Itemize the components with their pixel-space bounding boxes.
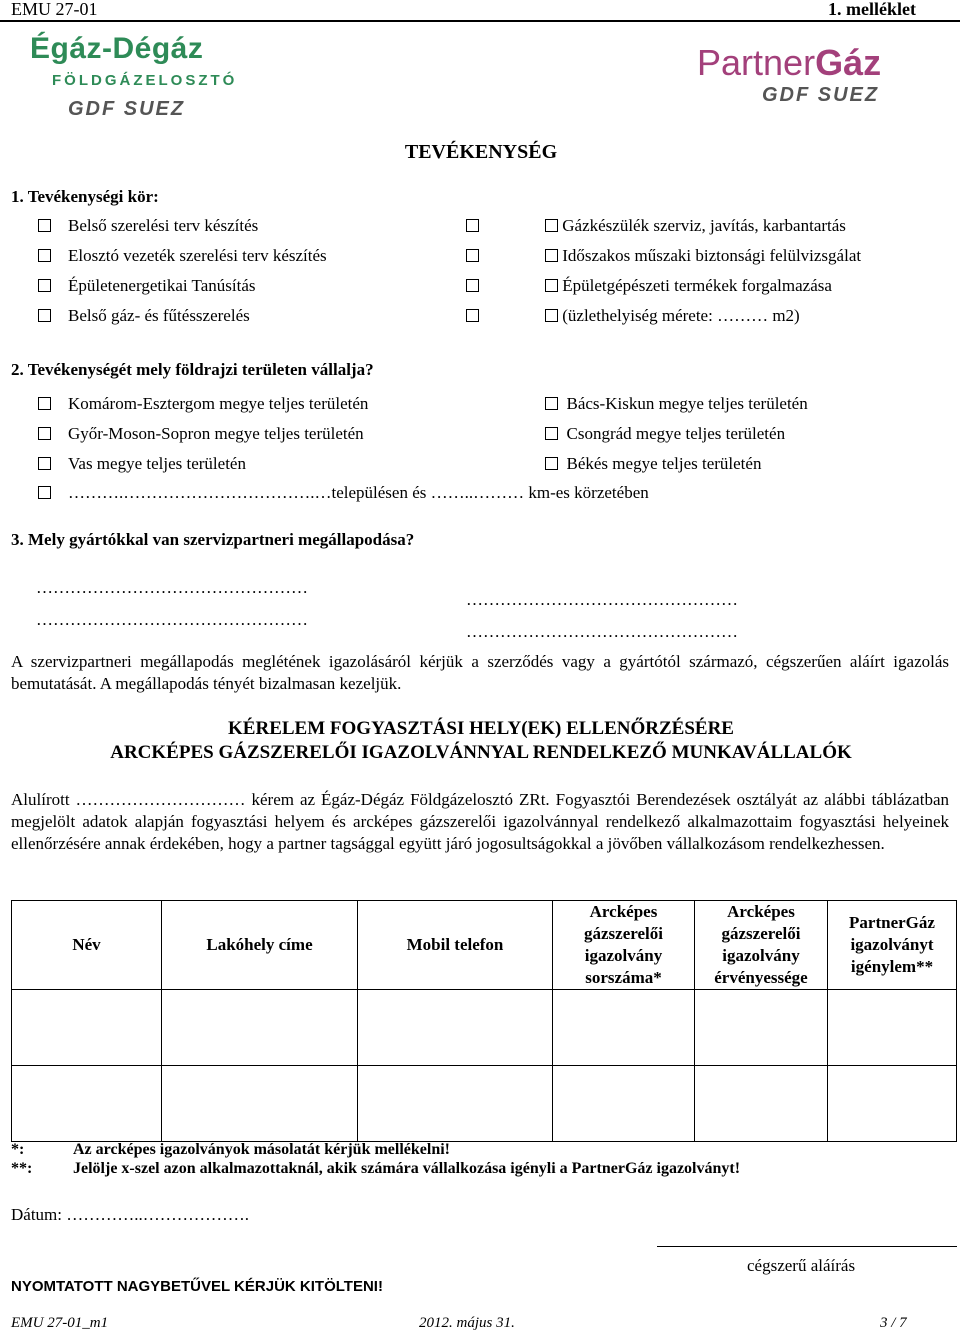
region-row-2-left: Győr-Moson-Sopron megye teljes területén — [38, 424, 364, 444]
table-cell[interactable] — [828, 1066, 957, 1142]
region-row-1-left: Komárom-Esztergom megye teljes területén — [38, 394, 368, 414]
activity-row-2-right: Időszakos műszaki biztonsági felülvizsgálat — [545, 246, 861, 266]
checkbox[interactable] — [38, 457, 51, 470]
section-3-heading: 3. Mely gyártókkal van szervizpartneri megállapodása? — [11, 530, 415, 549]
request-body: Alulírott ………………………… kérem az Égáz-Dégáz Földgázelosztó ZRt. Fogyasztói Berendezések osztályát az alábbi táblázatban megjelölt adatok alapján fogyasztási helyem és arcképes gázszerelői igazolvánnyal rendelkező alkalmazottaim fogyasztási helyeinek ellenőrzésére annak érdekében, hogy a partner tagsággal együtt járó jogosultságokkal a jövőben vállalkozásom rendelkezhessen. — [11, 790, 949, 853]
checkbox[interactable] — [38, 427, 51, 440]
table-cell[interactable] — [358, 1066, 553, 1142]
date-field[interactable]: Dátum: …………..………………. — [11, 1205, 249, 1224]
logo-subtitle: FÖLDGÁZELOSZTÓ — [52, 72, 238, 89]
region-row-3-right: Békés megye teljes területén — [545, 454, 761, 474]
checkbox[interactable] — [545, 249, 558, 262]
manufacturer-fill-line-1[interactable]: ………………………………………… — [36, 578, 308, 597]
table-row — [12, 990, 957, 1066]
table-cell[interactable] — [828, 990, 957, 1066]
activity-row-2-left: Elosztó vezeték szerelési terv készítés — [38, 246, 327, 266]
checkbox[interactable] — [38, 219, 51, 232]
footer-code: EMU 27-01_m1 — [11, 1315, 109, 1331]
print-instruction: NYOMTATOTT NAGYBETŰVEL KÉRJÜK KITÖLTENI! — [11, 1278, 383, 1295]
checkbox[interactable] — [38, 249, 51, 262]
partnergaz-logo: PartnerGáz — [697, 42, 882, 83]
region-row-3-left: Vas megye teljes területén — [38, 454, 246, 474]
employee-table — [11, 900, 957, 1142]
col-header-mobile: Mobil telefon — [358, 901, 553, 990]
footnote-2-mark: **: — [11, 1160, 33, 1177]
table-header-row — [12, 901, 957, 990]
table-cell[interactable] — [12, 990, 162, 1066]
footnote-1-mark: *: — [11, 1141, 25, 1158]
activity-row-1-middle-checkbox[interactable] — [466, 216, 479, 236]
footnote-2-text: Jelölje x-szel azon alkalmazottaknál, akik számára vállalkozása igényli a PartnerGáz igazolványt! — [73, 1160, 741, 1177]
checkbox[interactable] — [38, 486, 51, 499]
col-header-name: Név — [12, 901, 162, 990]
page-title: TEVÉKENYSÉG — [404, 141, 558, 163]
col-header-id-number: Arcképes gázszerelői igazolvány sorszáma* — [553, 901, 695, 990]
custom-region-fill-line[interactable]: ……….…………………………….…településen és ……..……… km-es körzetében — [68, 483, 649, 502]
col-header-address: Lakóhely címe — [162, 901, 358, 990]
gdf-suez-logo-right: GDF SUEZ — [762, 84, 880, 106]
manufacturer-fill-line-2[interactable]: ………………………………………… — [36, 610, 308, 629]
table-cell[interactable] — [12, 1066, 162, 1142]
region-row-2-right: Csongrád megye teljes területén — [545, 424, 785, 444]
table-cell[interactable] — [695, 990, 828, 1066]
checkbox[interactable] — [545, 309, 558, 322]
table-cell[interactable] — [553, 1066, 695, 1142]
section-2-heading: 2. Tevékenységét mely földrajzi területen vállalja? — [11, 360, 374, 379]
manufacturer-fill-line-4[interactable]: ………………………………………… — [466, 622, 738, 641]
col-header-id-validity: Arcképes gázszerelői igazolvány érvényessége — [695, 901, 828, 990]
activity-row-2-middle-checkbox[interactable] — [466, 246, 479, 266]
table-cell[interactable] — [358, 990, 553, 1066]
gdf-suez-logo-left: GDF SUEZ — [68, 98, 186, 120]
activity-row-1-right: Gázkészülék szerviz, javítás, karbantartás — [545, 216, 846, 236]
activity-row-4-middle-checkbox[interactable] — [466, 306, 479, 326]
custom-region-row — [38, 483, 51, 503]
checkbox[interactable] — [545, 457, 558, 470]
annex-label: 1. melléklet — [828, 0, 916, 19]
col-header-partnergaz-request: PartnerGáz igazolványt igénylem** — [828, 901, 957, 990]
manufacturer-fill-line-3[interactable]: ………………………………………… — [466, 590, 738, 609]
footer-date: 2012. május 31. — [419, 1315, 515, 1331]
checkbox[interactable] — [545, 279, 558, 292]
activity-row-4-right: (üzlethelyiség mérete: ……… m2) — [545, 306, 800, 326]
request-title-1: KÉRELEM FOGYASZTÁSI HELY(EK) ELLENŐRZÉSÉRE — [228, 718, 734, 739]
signature-line[interactable] — [657, 1246, 957, 1247]
agreement-note: A szervizpartneri megállapodás meglétének igazolásáról kérjük a szerződés vagy a gyártótól származó, cégszerűen aláírt igazolás bemutatását. A megállapodás tényét bizalmasan kezeljük. — [11, 652, 949, 693]
activity-row-3-right: Épületgépészeti termékek forgalmazása — [545, 276, 832, 296]
signature-label: cégszerű aláírás — [747, 1256, 856, 1275]
region-row-1-right: Bács-Kiskun megye teljes területén — [545, 394, 808, 414]
table-row — [12, 1066, 957, 1142]
table-cell[interactable] — [695, 1066, 828, 1142]
checkbox[interactable] — [545, 397, 558, 410]
request-title-2: ARCKÉPES GÁZSZERELŐI IGAZOLVÁNNYAL RENDELKEZŐ MUNKAVÁLLALÓK — [110, 742, 852, 763]
activity-row-3-left: Épületenergetikai Tanúsítás — [38, 276, 256, 296]
table-cell[interactable] — [162, 1066, 358, 1142]
checkbox[interactable] — [38, 279, 51, 292]
checkbox[interactable] — [38, 397, 51, 410]
activity-row-3-middle-checkbox[interactable] — [466, 276, 479, 296]
table-cell[interactable] — [162, 990, 358, 1066]
checkbox[interactable] — [545, 219, 558, 232]
checkbox[interactable] — [38, 309, 51, 322]
activity-row-4-left: Belső gáz- és fűtésszerelés — [38, 306, 250, 326]
section-1-heading: 1. Tevékenységi kör: — [11, 187, 159, 206]
footnote-1-text: Az arcképes igazolványok másolatát kérjük mellékelni! — [73, 1141, 451, 1158]
document-code: EMU 27-01 — [11, 0, 98, 19]
footer-page-number: 3 / 7 — [880, 1315, 907, 1331]
checkbox[interactable] — [545, 427, 558, 440]
table-cell[interactable] — [553, 990, 695, 1066]
egaz-degaz-logo: Égáz-Dégáz — [30, 32, 204, 65]
activity-row-1-left: Belső szerelési terv készítés — [38, 216, 258, 236]
header-divider — [0, 20, 960, 22]
